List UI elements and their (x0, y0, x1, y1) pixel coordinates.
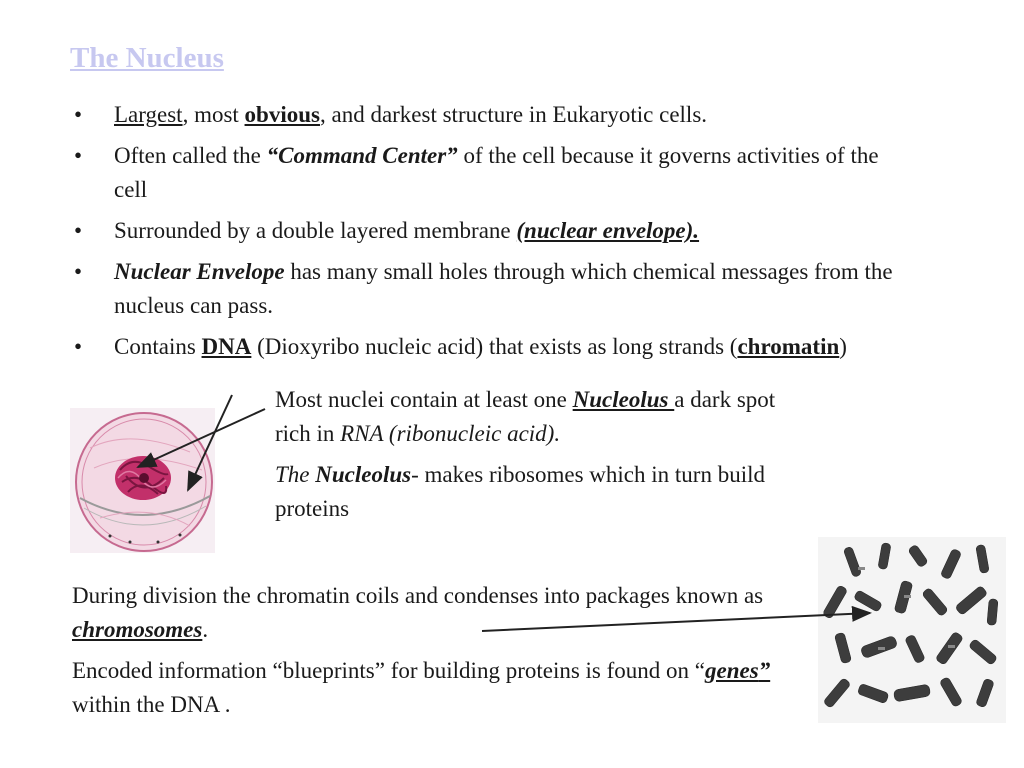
text-span: Encoded information “blueprints” for building proteins is found on “ (72, 658, 706, 683)
bullet-item (72, 330, 902, 364)
text-span: - makes ribosomes which in turn build proteins (275, 462, 765, 521)
bullet-item (72, 214, 902, 248)
text-span: has many small holes through which chemical messages from the nucleus can pass. (114, 259, 893, 318)
text-largest: Largest (114, 102, 183, 127)
text-genes: genes (705, 658, 759, 683)
text-span: (Dioxyribo nucleic acid) that exists as long strands ( (251, 334, 738, 359)
genes-paragraph (72, 654, 812, 722)
text-chromatin: chromatin (737, 334, 840, 359)
text-span: , and darkest structure in Eukaryotic cells. (319, 102, 708, 127)
text-obvious: obvious (244, 102, 320, 127)
bullet-item (72, 255, 902, 323)
text-span: ) (839, 334, 847, 359)
text-span: During division the chromatin coils and condenses into packages known as (72, 583, 764, 608)
text-span: Often called the (114, 143, 267, 168)
chromosome-paragraph (72, 579, 812, 647)
text-span: The (275, 462, 316, 487)
bullet-item (72, 98, 902, 132)
text-span: , most (182, 102, 245, 127)
slide-title: The Nucleus (70, 42, 224, 74)
text-nuclear-envelope: (nuclear envelope). (516, 218, 700, 243)
bullet-item (72, 139, 902, 207)
text-span: Surrounded by a double layered membrane (114, 218, 517, 243)
nucleus-image (70, 408, 215, 553)
bottom-text (72, 579, 812, 729)
text-nucleolus-term: Nucleolus (315, 462, 412, 487)
text-span: a dark spot rich in (275, 387, 776, 446)
nucleolus-text (275, 383, 795, 533)
nucleolus-paragraph-2 (275, 458, 795, 526)
text-span: . (202, 617, 209, 642)
text-span: within the DNA . (72, 692, 231, 717)
text-nuclear-envelope-term: Nuclear Envelope (114, 259, 285, 284)
text-span: Most nuclei contain at least one (275, 387, 573, 412)
bullet-list (72, 98, 902, 371)
text-nucleolus: Nucleolus (572, 387, 675, 412)
text-quote: ” (758, 658, 771, 683)
text-dna: DNA (201, 334, 252, 359)
text-rna: RNA (ribonucleic acid). (340, 421, 561, 446)
text-chromosomes: chromosomes (72, 617, 203, 642)
text-span: of the cell because it governs activities of the cell (114, 143, 879, 202)
chromosome-image (818, 537, 1006, 723)
text-command-center: “Command Center” (266, 143, 458, 168)
text-span: Contains (114, 334, 202, 359)
nucleolus-paragraph-1 (275, 383, 795, 451)
